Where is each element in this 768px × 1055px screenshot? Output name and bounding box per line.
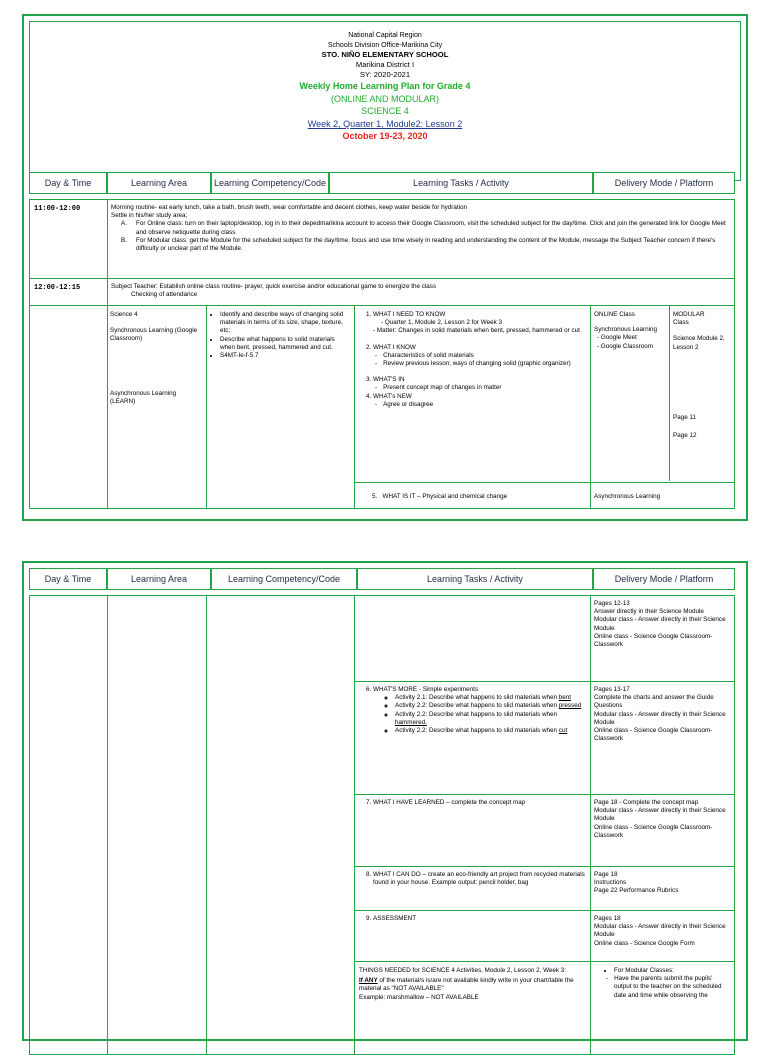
col-divider — [107, 199, 108, 509]
col-competency: Learning Competency/Code — [211, 172, 329, 194]
col-learning-area: Learning Area — [107, 568, 211, 590]
modular-instruction: B. For Modular class: get the Module for the scheduled subject for the day/time, focus and use time wisely in reading and understanding the content of the Module, message the Subject Teacher concern if there's difficulty or unclear part of the Module. — [121, 236, 716, 253]
page-1 — [22, 14, 748, 521]
task-whats-in: 3. WHAT'S IN - Present concept map of changes in matter — [373, 376, 585, 392]
district: Marikina District I — [355, 60, 415, 70]
row-divider — [29, 305, 735, 306]
col-divider — [206, 595, 207, 1055]
area-synchronous: Synchronous Learning (Google Classroom) — [110, 327, 198, 343]
col-day-time: Day & Time — [29, 568, 107, 590]
school-name: STO. NIÑO ELEMENTARY SCHOOL — [321, 50, 449, 60]
week-info: Week 2, Quarter 1, Module2: Lesson 2 — [307, 118, 463, 129]
table-header-row — [29, 568, 741, 590]
col-tasks: Learning Tasks / Activity — [357, 568, 593, 590]
col-divider — [354, 595, 355, 1055]
plan-mode: (ONLINE AND MODULAR) — [330, 93, 439, 104]
col-divider — [354, 305, 355, 509]
table-header-row — [29, 172, 741, 194]
things-needed: THINGS NEEDED for SCIENCE 4 Activities, Module 2, Lesson 2, Week 3: If ANY of the material/s is/are not available kindly write in your chart/table the material as "NOT AVAILABLE" Example: marshmallow – NOT AVAILABLE — [359, 967, 574, 1001]
school-year: SY: 2020-2021 — [359, 70, 411, 80]
competency-item: • S4MT-Ie-f-5.7 — [220, 352, 350, 360]
online-instruction: A. For Online class: turn on their laptop/desktop, log in to their depedmarikina account to access their Google Classroom, visit the scheduled subject for the day/time. Click and join the generated link for Google Meet and observe netiquette during class — [121, 220, 726, 236]
modular-delivery: MODULAR Class Science Module 2, Lesson 2 Page 11 Page 12 — [673, 311, 725, 440]
row-divider — [354, 794, 735, 795]
col-competency: Learning Competency/Code — [211, 568, 357, 590]
area-asynchronous: Asynchronous Learning (LEARN) — [110, 389, 177, 405]
row-divider — [354, 866, 735, 867]
col-divider — [669, 305, 670, 481]
learning-tasks — [359, 311, 585, 409]
col-delivery: Delivery Mode / Platform — [593, 172, 735, 194]
modular-submission: • For Modular Classes: - Have the parents submit the pupils' output to the teacher on the scheduled date and time while observing the — [594, 967, 730, 1000]
task-assessment: 9. ASSESSMENT — [359, 915, 585, 923]
task-whats-more: 6. WHAT'S MORE - Simple experiments ◦ Activity 2.1: Describe what happens to slid materials when bent ◦ Activity 2.2: Describe what happens to slid materials when pressed ◦ Activity 2.2: Describe what happens to slid materials when hammered. ◦ Activity 2.2: Describe what happens to slid materials when cut — [359, 686, 585, 735]
async-delivery: Asynchronous Learning — [594, 493, 661, 500]
competency-item: • Describe what happens to solid materials when bent, pressed, hammered and cut. — [220, 336, 350, 352]
task-whats-new: 4. WHAT's NEW - Agree or disagree — [373, 393, 585, 409]
task-what-is-it: 5. WHAT IS IT – Physical and chemical change — [372, 493, 508, 500]
routine-line: Settle in his/her study area; — [111, 212, 188, 220]
activity-item: ◦ Activity 2.2: Describe what happens to slid materials when pressed — [395, 702, 585, 710]
task-what-i-need-to-know: 1. WHAT I NEED TO KNOW - Quarter 1, Module 2, Lesson 2 for Week 3 - Matter: Changes in solid materials when bent, pressed, hammered or cut — [373, 311, 585, 344]
delivery-pages-12-13: Pages 12-13 Answer directly in their Science Module Modular class - Answer directly in their Science Module Online class - Science Google Classroom- Classwork — [594, 600, 726, 649]
routine-line: Morning routine- eat early lunch, take a bath, brush teeth, wear comfortable and decent clothes, keep water beside for hydration — [111, 204, 467, 211]
task-what-i-have-learned: 7. WHAT I HAVE LEARNED – complete the concept map — [359, 799, 585, 807]
time-slot: 12:00-12:15 — [34, 284, 81, 292]
row-divider — [354, 482, 735, 483]
col-day-time: Day & Time — [29, 172, 107, 194]
area-science: Science 4 — [110, 311, 138, 318]
competency-item: • Identify and describe ways of changing solid materials in terms of its size, shape, texture, etc; — [220, 311, 350, 336]
division: Schools Division Office-Marikina City — [327, 41, 443, 49]
dates: October 19-23, 2020 — [342, 130, 428, 141]
document-header — [29, 21, 741, 181]
col-learning-area: Learning Area — [107, 172, 211, 194]
col-delivery: Delivery Mode / Platform — [593, 568, 735, 590]
row-divider — [354, 681, 735, 682]
activity-item: ◦ Activity 2.2: Describe what happens to slid materials when hammered. — [395, 711, 585, 727]
activity-item: ◦ Activity 2.1: Describe what happens to slid materials when bent — [395, 694, 585, 702]
competencies — [210, 311, 350, 360]
col-divider — [206, 305, 207, 509]
col-divider — [590, 595, 591, 1055]
region: National Capital Region — [348, 32, 422, 39]
morning-routine — [111, 204, 727, 253]
col-divider — [590, 305, 591, 509]
subject: SCIENCE 4 — [361, 106, 409, 117]
page-2 — [22, 561, 748, 1041]
delivery-instructions: Page 18 Instructions Page 22 Performance Rubrics — [594, 871, 679, 895]
task-what-i-know: 2. WHAT I KNOW - Characteristics of solid materials - Review previous lesson; ways of changing solid (graphic organizer) — [373, 344, 585, 377]
time-slot: 11:00-12:00 — [34, 205, 81, 213]
col-divider — [107, 595, 108, 1055]
activity-item: ◦ Activity 2.2: Describe what happens to slid materials when cut — [395, 727, 585, 735]
row-divider — [354, 961, 735, 962]
delivery-pages-13-17: Pages 13-17 Complete the charts and answer the Guide Questions Modular class - Answer directly in their Science Module Online class - Science Google Classroom- Classwork — [594, 686, 726, 743]
subject-teacher-routine: Subject Teacher: Establish online class routine- prayer, quick exercise and/or educational game to energize the class Checking of attendance — [111, 283, 437, 299]
learning-area — [110, 311, 202, 406]
online-delivery: ONLINE Class Synchronous Learning - Google Meet - Google Classroom — [594, 311, 658, 350]
row-divider — [29, 278, 735, 279]
delivery-assessment: Pages 18 Modular class - Answer directly in their Science Module Online class - Science Google Form — [594, 915, 726, 947]
plan-title: Weekly Home Learning Plan for Grade 4 — [299, 81, 471, 92]
delivery-page-18: Page 18 - Complete the concept map Modular class - Answer directly in their Science Module Online class - Science Google Classroom- Classwork — [594, 799, 726, 839]
col-tasks: Learning Tasks / Activity — [329, 172, 593, 194]
row-divider — [354, 910, 735, 911]
task-what-i-can-do: 8. WHAT I CAN DO – create an eco-friendly art project from recycled materials found in your house. Example output: pencil holder, bag — [359, 871, 585, 887]
